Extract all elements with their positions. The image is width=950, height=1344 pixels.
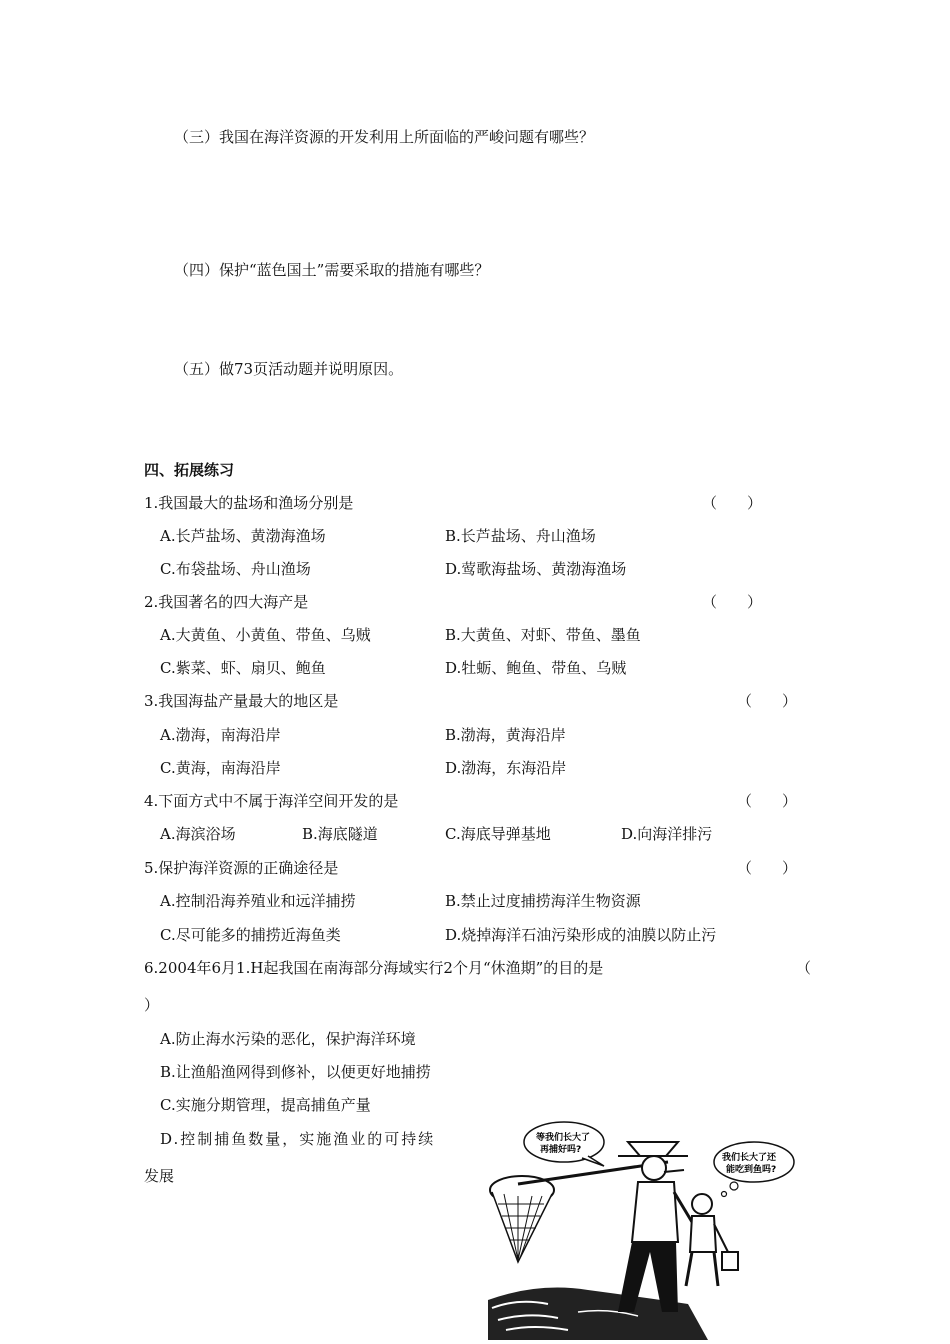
item-2-stem: 2.我国著名的四大海产是 (144, 593, 309, 611)
adult-bubble-line2: 再捕好吗? (540, 1145, 582, 1155)
item-5-option-a: A.控制沿海养殖业和远洋捕捞 (160, 892, 356, 910)
item-2-option-b: B.大黄鱼、对虾、带鱼、墨鱼 (445, 626, 641, 644)
child-drawing (686, 1194, 738, 1286)
item-3-stem: 3.我国海盐产量最大的地区是 (144, 692, 339, 710)
adult-bubble-line1: 等我们长大了 (536, 1133, 591, 1143)
item-1-answer-paren: （ ） (702, 494, 763, 512)
item-6-option-d-continuation: 发展 (144, 1167, 175, 1185)
item-1-option-c: C.布袋盐场、舟山渔场 (160, 560, 311, 578)
item-5-answer-paren: （ ） (737, 859, 798, 877)
item-2-option-d: D.牡蛎、鲍鱼、带鱼、乌贼 (445, 659, 627, 677)
item-4-option-b: B.海底隧道 (302, 825, 378, 843)
item-4-option-c: C.海底导弹基地 (445, 825, 551, 843)
item-2-option-c: C.紫菜、虾、扇贝、鲍鱼 (160, 659, 326, 677)
item-1-stem: 1.我国最大的盐场和渔场分别是 (144, 494, 354, 512)
item-5-option-d: D.烧掉海洋石油污染形成的油膜以防止污 (445, 926, 717, 944)
question-3: （三）我国在海洋资源的开发利用上所面临的严峻问题有哪些？ (174, 128, 595, 146)
item-3-option-c: C.黄海，南海沿岸 (160, 759, 281, 777)
question-4: （四）保护“蓝色国土”需要采取的措施有哪些？ (174, 261, 490, 279)
item-4-answer-paren: （ ） (737, 792, 798, 810)
child-bubble-line1: 我们长大了还 (722, 1153, 777, 1163)
item-6-paren-close: ） (144, 996, 160, 1014)
item-1-option-d: D.莺歌海盐场、黄渤海渔场 (445, 560, 627, 578)
item-3-option-d: D.渤海，东海沿岸 (445, 759, 567, 777)
item-2-option-a: A.大黄鱼、小黄鱼、带鱼、乌贼 (160, 626, 371, 644)
item-5-option-b: B.禁止过度捕捞海洋生物资源 (445, 892, 641, 910)
item-1-option-b: B.长芦盐场、舟山渔场 (445, 527, 596, 545)
child-speech-bubble (714, 1142, 794, 1197)
item-5-option-c: C.尽可能多的捕捞近海鱼类 (160, 926, 341, 944)
item-6-option-b: B.让渔船渔网得到修补，以便更好地捕捞 (160, 1063, 431, 1081)
item-1-option-a: A.长芦盐场、黄渤海渔场 (160, 527, 326, 545)
item-3-option-b: B.渤海，黄海沿岸 (445, 726, 566, 744)
child-bubble-line2: 能吃到鱼吗? (726, 1165, 777, 1175)
item-6-option-c: C.实施分期管理，提高捕鱼产量 (160, 1096, 371, 1114)
item-6-stem: 6.2004年6月1.H起我国在南海部分海域实行2个月“休渔期”的目的是 (144, 959, 604, 977)
item-5-stem: 5.保护海洋资源的正确途径是 (144, 859, 339, 877)
item-4-option-d: D.向海洋排污 (621, 825, 713, 843)
fishing-cartoon-illustration (478, 1112, 798, 1340)
item-3-option-a: A.渤海，南海沿岸 (160, 726, 281, 744)
item-6-paren-open: （ (796, 959, 812, 977)
item-6-option-d: D.控制捕鱼数量，实施渔业的可持续 (160, 1130, 436, 1148)
item-6-option-a: A.防止海水污染的恶化，保护海洋环境 (160, 1030, 416, 1048)
item-4-stem: 4.下面方式中不属于海洋空间开发的是 (144, 792, 399, 810)
question-5: （五）做73页活动题并说明原因。 (174, 360, 404, 378)
exercise-heading: 四、拓展练习 (144, 461, 235, 479)
item-2-answer-paren: （ ） (702, 593, 763, 611)
adult-speech-bubble (524, 1122, 604, 1166)
item-4-option-a: A.海滨浴场 (160, 825, 236, 843)
item-3-answer-paren: （ ） (737, 692, 798, 710)
